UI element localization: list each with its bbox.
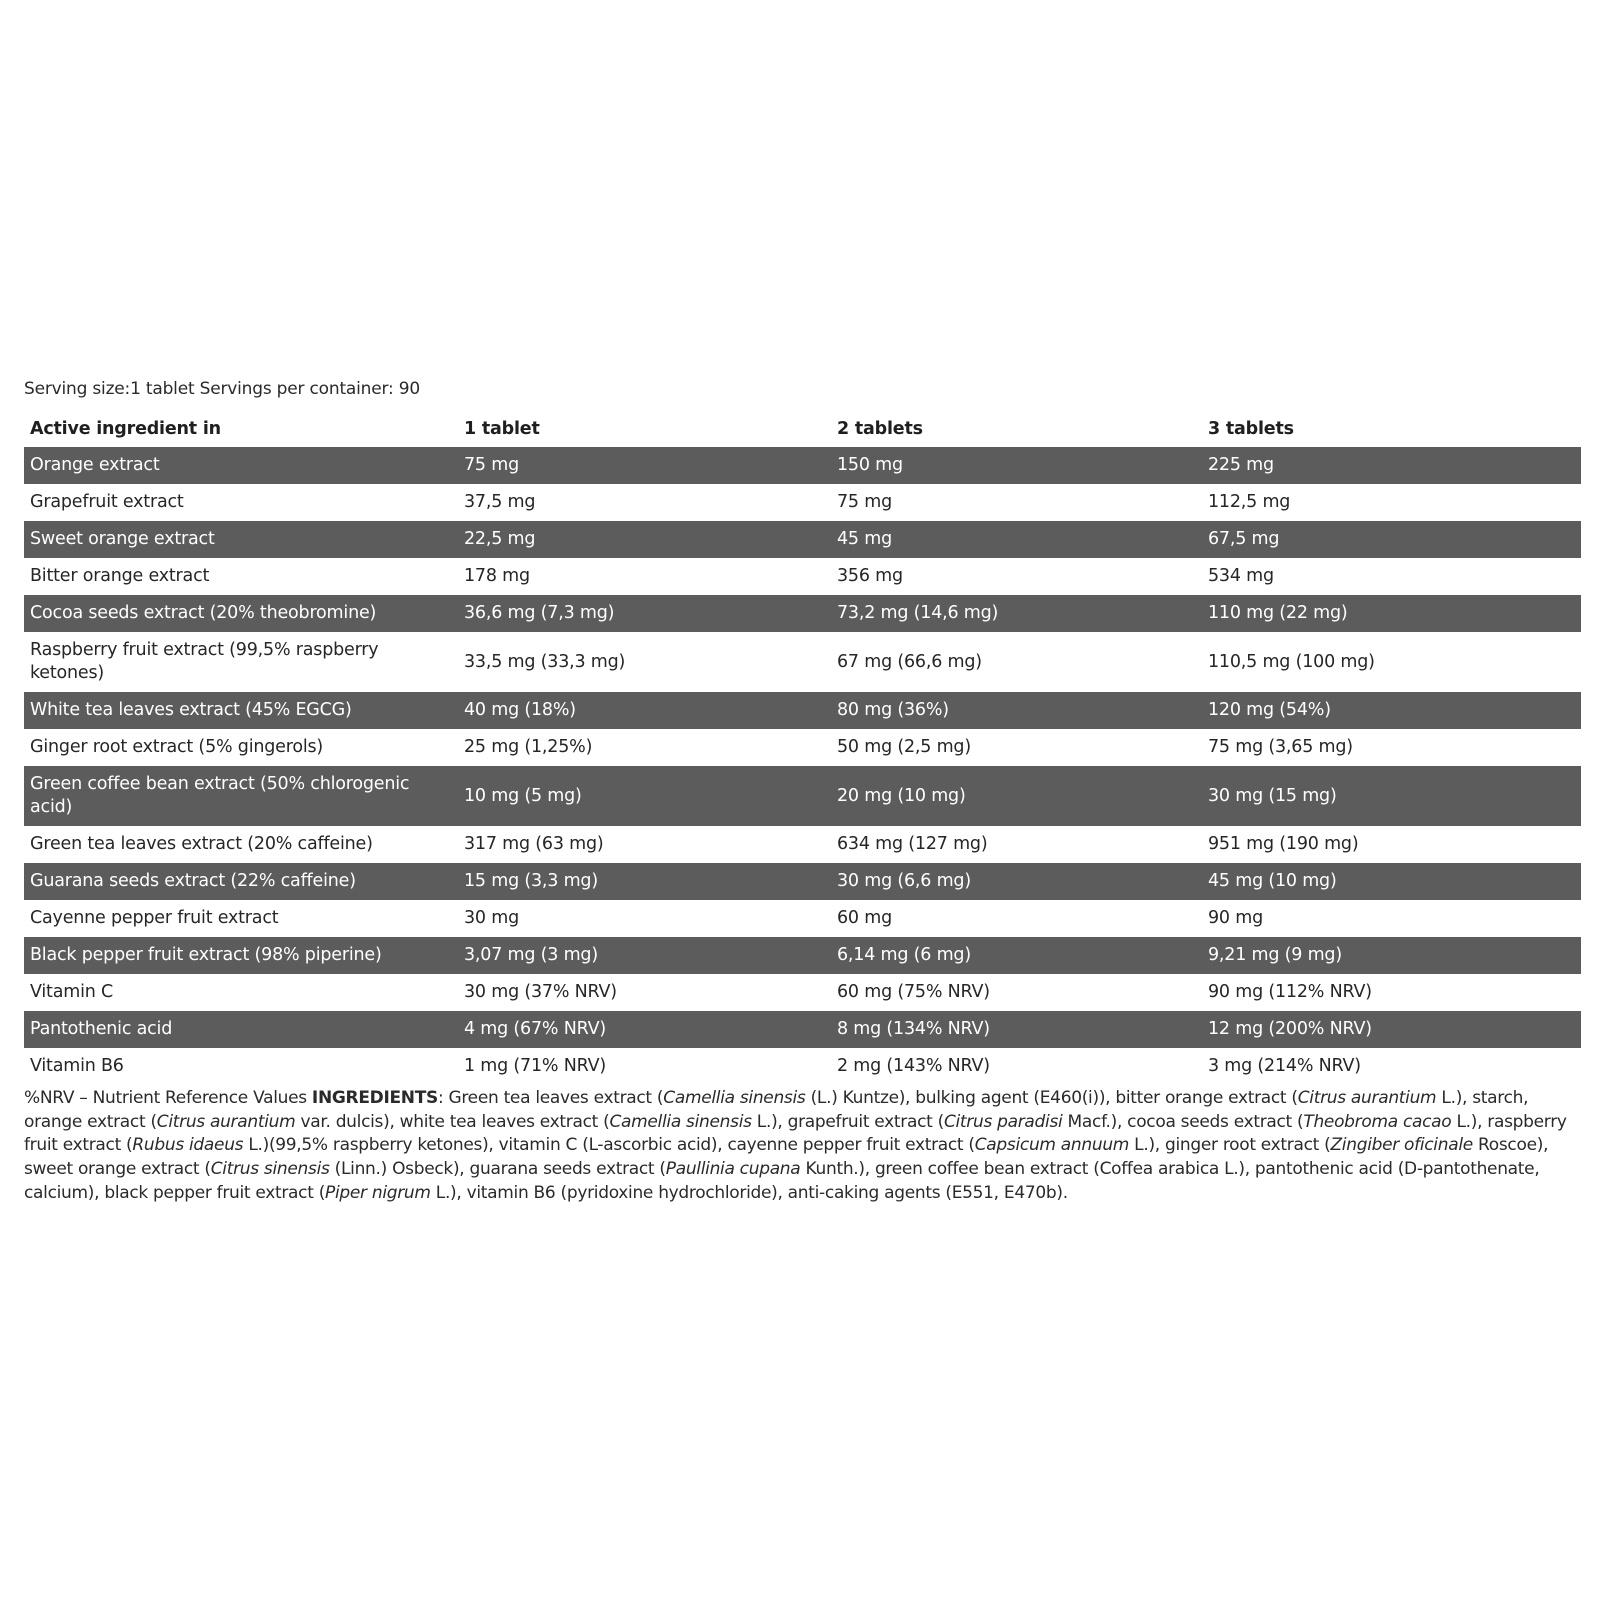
ingredient-name: Green tea leaves extract (20% caffeine) <box>24 826 458 863</box>
ingredients-segment: %NRV – Nutrient Reference Values <box>24 1088 312 1108</box>
ingredient-name: Guarana seeds extract (22% caffeine) <box>24 863 458 900</box>
table-row <box>24 1048 1581 1085</box>
amount-2-tablets: 634 mg (127 mg) <box>831 826 1202 863</box>
ingredient-name: Cayenne pepper fruit extract <box>24 900 458 937</box>
ingredients-segment: Kunth.), green coffee bean extract (Coffea arabica L.), pantothenic acid (D-pantothenate, calcium), black pepper fruit extract ( <box>24 1159 1540 1203</box>
table-row <box>24 729 1581 766</box>
latin-name: Citrus paradisi <box>943 1111 1063 1132</box>
latin-name: Capsicum annuum <box>974 1135 1130 1156</box>
ingredients-segment: Macf.), cocoa seeds extract ( <box>1062 1111 1304 1132</box>
table-row <box>24 558 1581 595</box>
table-row <box>24 521 1581 558</box>
table-row <box>24 826 1581 863</box>
amount-3-tablets: 120 mg (54%) <box>1202 692 1581 729</box>
amount-1-tablet: 22,5 mg <box>458 521 831 558</box>
ingredient-name: Bitter orange extract <box>24 558 458 595</box>
ingredients-segment: (Linn.) Osbeck), guarana seeds extract ( <box>329 1159 666 1180</box>
latin-name: Theobroma cacao <box>1303 1111 1452 1132</box>
ingredients-text <box>24 1087 1581 1206</box>
ingredient-name: Black pepper fruit extract (98% piperine) <box>24 937 458 974</box>
latin-name: Citrus sinensis <box>210 1159 330 1180</box>
amount-2-tablets: 356 mg <box>831 558 1202 595</box>
amount-3-tablets: 90 mg (112% NRV) <box>1202 974 1581 1011</box>
amount-1-tablet: 30 mg <box>458 900 831 937</box>
table-header-row <box>24 410 1581 447</box>
table-row <box>24 632 1581 692</box>
amount-2-tablets: 60 mg <box>831 900 1202 937</box>
ingredient-name: Ginger root extract (5% gingerols) <box>24 729 458 766</box>
amount-2-tablets: 67 mg (66,6 mg) <box>831 632 1202 692</box>
amount-2-tablets: 8 mg (134% NRV) <box>831 1011 1202 1048</box>
ingredient-name: Grapefruit extract <box>24 484 458 521</box>
ingredient-name: Raspberry fruit extract (99,5% raspberry ketones) <box>24 632 458 692</box>
ingredients-segment: (L.) Kuntze), bulking agent (E460(i)), bitter orange extract ( <box>805 1088 1298 1108</box>
amount-1-tablet: 75 mg <box>458 447 831 484</box>
amount-3-tablets: 9,21 mg (9 mg) <box>1202 937 1581 974</box>
serving-info: Serving size:1 tablet Servings per container: 90 <box>24 379 420 399</box>
amount-2-tablets: 75 mg <box>831 484 1202 521</box>
ingredients-segment: L.), starch, orange extract ( <box>24 1088 1529 1132</box>
ingredients-segment: L.), raspberry fruit extract ( <box>24 1111 1567 1156</box>
amount-2-tablets: 45 mg <box>831 521 1202 558</box>
ingredients-segment: L.)(99,5% raspberry ketones), vitamin C (L-ascorbic acid), cayenne pepper fruit extract ( <box>243 1135 975 1156</box>
amount-1-tablet: 178 mg <box>458 558 831 595</box>
amount-3-tablets: 951 mg (190 mg) <box>1202 826 1581 863</box>
header-3-tablets: 3 tablets <box>1208 418 1294 439</box>
table-row <box>24 900 1581 937</box>
ingredients-segment: L.), ginger root extract ( <box>1129 1135 1331 1156</box>
amount-2-tablets: 80 mg (36%) <box>831 692 1202 729</box>
amount-3-tablets: 112,5 mg <box>1202 484 1581 521</box>
ingredients-segment: var. dulcis), white tea leaves extract ( <box>295 1111 610 1132</box>
ingredient-name: Green coffee bean extract (50% chlorogenic acid) <box>24 766 458 826</box>
ingredient-name: Vitamin C <box>24 974 458 1011</box>
latin-name: Rubus idaeus <box>132 1135 244 1156</box>
amount-3-tablets: 534 mg <box>1202 558 1581 595</box>
amount-3-tablets: 3 mg (214% NRV) <box>1202 1048 1581 1085</box>
amount-2-tablets: 73,2 mg (14,6 mg) <box>831 595 1202 632</box>
latin-name: Zingiber oficinale <box>1330 1135 1473 1156</box>
amount-2-tablets: 20 mg (10 mg) <box>831 766 1202 826</box>
ingredient-name: White tea leaves extract (45% EGCG) <box>24 692 458 729</box>
ingredients-heading: INGREDIENTS <box>311 1088 438 1108</box>
latin-name: Camellia sinensis <box>609 1111 752 1132</box>
ingredients-segment: L.), vitamin B6 (pyridoxine hydrochloride), anti-caking agents (E551, E470b). <box>430 1182 1068 1203</box>
amount-3-tablets: 67,5 mg <box>1202 521 1581 558</box>
supplement-facts-panel <box>24 378 1581 1206</box>
amount-2-tablets: 150 mg <box>831 447 1202 484</box>
table-row <box>24 595 1581 632</box>
latin-name: Camellia sinensis <box>663 1088 806 1108</box>
ingredient-name: Pantothenic acid <box>24 1011 458 1048</box>
table-row <box>24 974 1581 1011</box>
ingredients-segment: L.), grapefruit extract ( <box>751 1111 944 1132</box>
table-row <box>24 447 1581 484</box>
amount-2-tablets: 6,14 mg (6 mg) <box>831 937 1202 974</box>
amount-3-tablets: 110 mg (22 mg) <box>1202 595 1581 632</box>
table-row <box>24 484 1581 521</box>
table-row <box>24 1011 1581 1048</box>
amount-3-tablets: 225 mg <box>1202 447 1581 484</box>
amount-3-tablets: 110,5 mg (100 mg) <box>1202 632 1581 692</box>
ingredient-name: Orange extract <box>24 447 458 484</box>
amount-1-tablet: 15 mg (3,3 mg) <box>458 863 831 900</box>
table-row <box>24 692 1581 729</box>
table-row <box>24 863 1581 900</box>
table-row <box>24 766 1581 826</box>
latin-name: Citrus aurantium <box>156 1111 296 1132</box>
amount-2-tablets: 50 mg (2,5 mg) <box>831 729 1202 766</box>
header-1-tablet: 1 tablet <box>464 418 540 439</box>
amount-1-tablet: 37,5 mg <box>458 484 831 521</box>
amount-1-tablet: 317 mg (63 mg) <box>458 826 831 863</box>
amount-1-tablet: 1 mg (71% NRV) <box>458 1048 831 1085</box>
amount-2-tablets: 60 mg (75% NRV) <box>831 974 1202 1011</box>
latin-name: Piper nigrum <box>325 1182 431 1203</box>
amount-1-tablet: 30 mg (37% NRV) <box>458 974 831 1011</box>
amount-2-tablets: 2 mg (143% NRV) <box>831 1048 1202 1085</box>
amount-1-tablet: 40 mg (18%) <box>458 692 831 729</box>
amount-1-tablet: 3,07 mg (3 mg) <box>458 937 831 974</box>
ingredients-segment: : Green tea leaves extract ( <box>437 1088 664 1108</box>
amount-3-tablets: 12 mg (200% NRV) <box>1202 1011 1581 1048</box>
amount-2-tablets: 30 mg (6,6 mg) <box>831 863 1202 900</box>
ingredient-name: Sweet orange extract <box>24 521 458 558</box>
header-ingredient: Active ingredient in <box>30 418 221 439</box>
table-row <box>24 937 1581 974</box>
ingredient-name: Cocoa seeds extract (20% theobromine) <box>24 595 458 632</box>
latin-name: Paullinia cupana <box>665 1159 801 1180</box>
amount-1-tablet: 33,5 mg (33,3 mg) <box>458 632 831 692</box>
amount-3-tablets: 75 mg (3,65 mg) <box>1202 729 1581 766</box>
amount-3-tablets: 90 mg <box>1202 900 1581 937</box>
amount-3-tablets: 45 mg (10 mg) <box>1202 863 1581 900</box>
ingredients-segment: Roscoe), sweet orange extract ( <box>24 1135 1549 1180</box>
amount-1-tablet: 25 mg (1,25%) <box>458 729 831 766</box>
ingredient-name: Vitamin B6 <box>24 1048 458 1085</box>
latin-name: Citrus aurantium <box>1297 1088 1437 1108</box>
header-2-tablets: 2 tablets <box>837 418 923 439</box>
amount-3-tablets: 30 mg (15 mg) <box>1202 766 1581 826</box>
amount-1-tablet: 36,6 mg (7,3 mg) <box>458 595 831 632</box>
amount-1-tablet: 10 mg (5 mg) <box>458 766 831 826</box>
ingredients-table <box>24 410 1581 1085</box>
amount-1-tablet: 4 mg (67% NRV) <box>458 1011 831 1048</box>
